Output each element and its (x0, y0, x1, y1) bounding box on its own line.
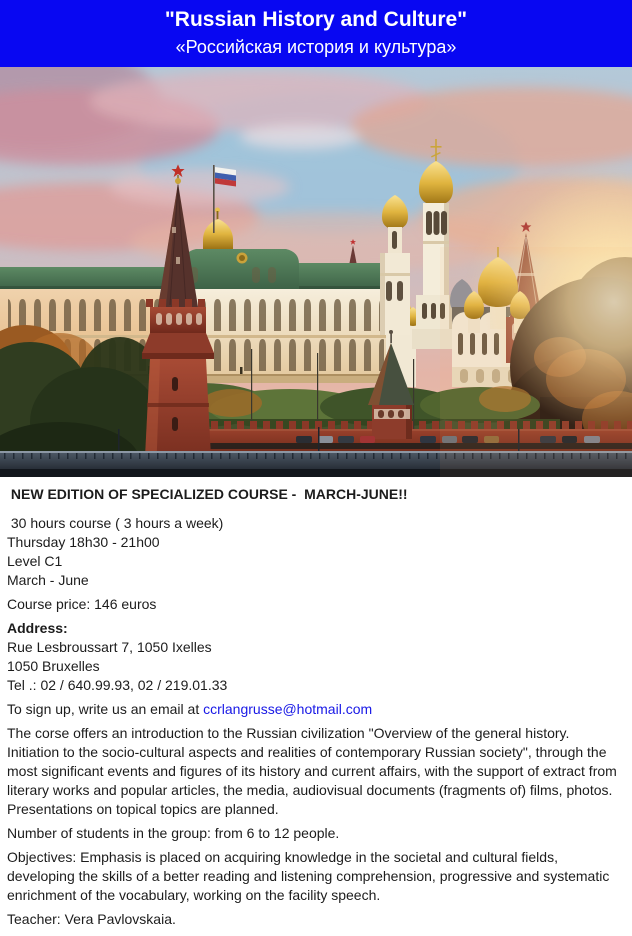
course-info (0, 477, 632, 929)
detail-schedule: Thursday 18h30 - 21h00 (7, 534, 160, 550)
page-subtitle: «Российская история и культура» (175, 37, 457, 57)
warm-haze (440, 247, 632, 477)
address-label: Address: (7, 620, 68, 636)
detail-hours: 30 hours course ( 3 hours a week) (7, 515, 224, 531)
teacher: Teacher: Vera Pavlovskaia. (7, 911, 176, 927)
page-header (0, 0, 632, 67)
address-block (7, 619, 624, 695)
signup-line (7, 700, 624, 719)
group-size: Number of students in the group: from 6 to 12 people. (7, 825, 340, 841)
signup-text: To sign up, write us an email at (7, 701, 204, 717)
course-headline: NEW EDITION OF SPECIALIZED COURSE - MARCH-JUNE!! (7, 486, 408, 502)
address-phone: Tel .: 02 / 640.99.93, 02 / 219.01.33 (7, 677, 228, 693)
objectives: Objectives: Emphasis is placed on acquiring knowledge in the societal and cultural fields, developing the skills of a better reading and listening comprehension, progressive and systematic enrichment of the vocabulary, working on the facility speech. (7, 849, 610, 903)
address-city: 1050 Bruxelles (7, 658, 100, 674)
signup-email-link[interactable]: ccrlangrusse@hotmail.com (203, 701, 373, 717)
address-street: Rue Lesbroussart 7, 1050 Ixelles (7, 639, 212, 655)
detail-months: March - June (7, 572, 89, 588)
detail-level: Level C1 (7, 553, 63, 569)
kremlin-sunset-photo (0, 67, 632, 477)
course-price: Course price: 146 euros (7, 596, 157, 612)
assumption-belfry (380, 195, 410, 335)
course-details (7, 514, 624, 590)
page-title: "Russian History and Culture" (164, 8, 468, 31)
course-description: The corse offers an introduction to the Russian civilization "Overview of the general history. Initiation to the socio-cultural aspects and realities of contemporary Russian society", through the most significant events and figures of its history and current affairs, with the support of extract from literary works and popular articles, the media, audiovisual documents (fragments of) films, photos. Presentations on topical topics are planned. (7, 725, 617, 817)
